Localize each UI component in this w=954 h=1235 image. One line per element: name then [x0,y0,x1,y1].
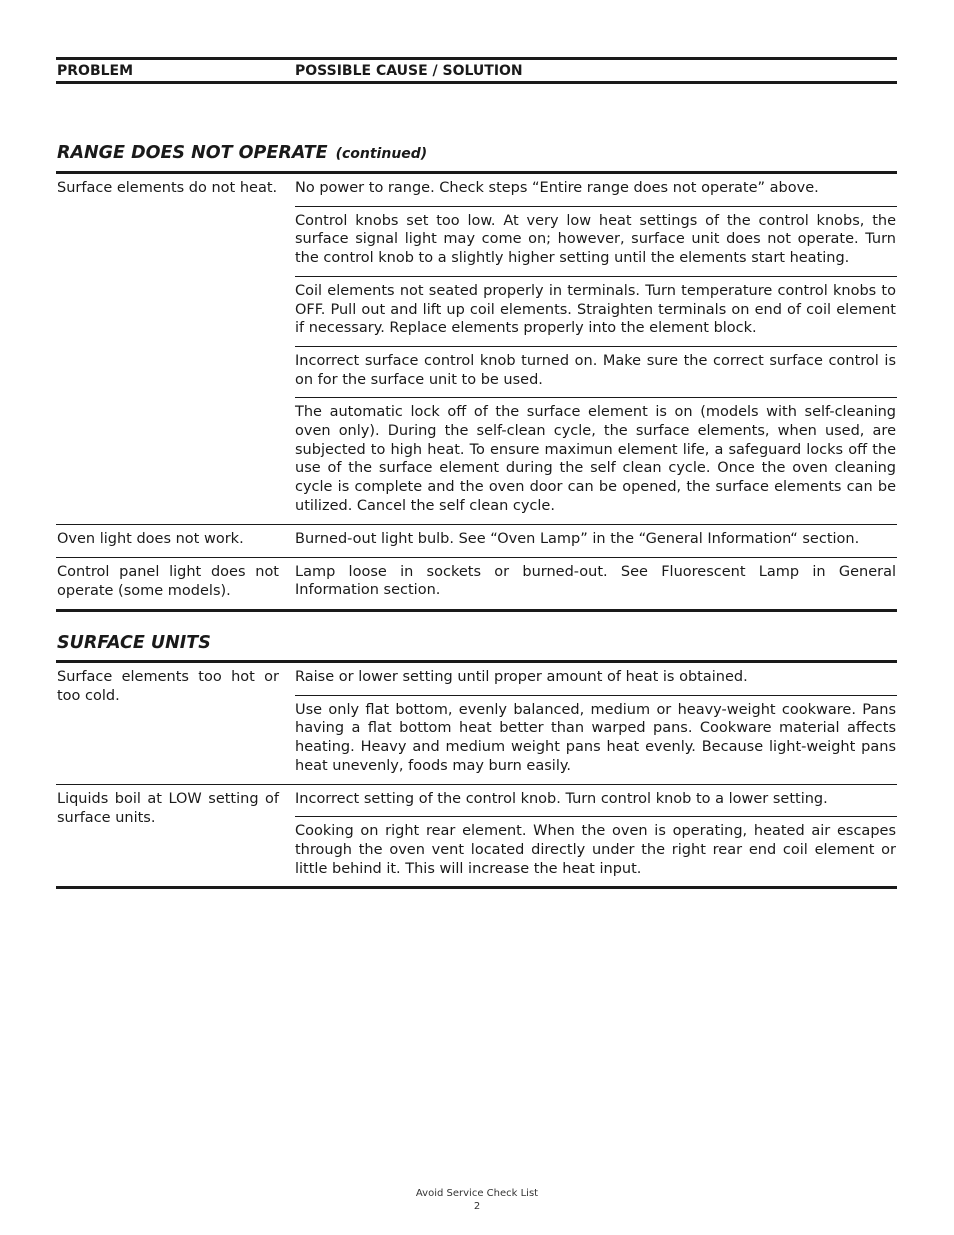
solution-list [295,525,897,557]
solution-text: Use only flat bottom, evenly balanced, medium or heavy-weight cookware. Pans having a flat bottom heat better than warped pans. Cookware material affects heating. Heavy and medium weight pans heat evenly. Because light-weight pans heat unevenly, foods may burn easily. [295,695,897,784]
solution-column-header: POSSIBLE CAUSE / SOLUTION [295,63,523,79]
solution-list [295,663,897,784]
solution-text: Coil elements not seated properly in terminals. Turn temperature control knobs to OFF. Pull out and lift up coil elements. Straighten terminals on end of coil element if necessary. Replace elements properly into the element block. [295,276,897,346]
solution-text: Cooking on right rear element. When the oven is operating, heated air escapes through the oven vent located directly under the right rear end coil element or little behind it. This will increase the heat input. [295,816,897,886]
solution-text: Incorrect surface control knob turned on. Make sure the correct surface control is on for the surface unit to be used. [295,346,897,397]
solution-text: Lamp loose in sockets or burned-out. See Fluorescent Lamp in General Information section. [295,563,896,599]
problem-row [56,557,897,609]
problem-text: Oven light does not work. [57,530,244,547]
section-subtitle: (continued) [335,146,428,162]
problem-text: Surface elements too hot or too cold. [57,669,279,704]
problem-row [56,524,897,557]
problem-column-header: PROBLEM [57,63,134,79]
section-title-text: RANGE DOES NOT OPERATE [57,143,328,163]
column-header-bar [56,57,897,84]
problem-row [56,174,897,524]
troubleshooting-table [56,171,897,612]
section-title [57,142,897,165]
page-number: 2 [473,1201,481,1212]
section-title [57,632,897,654]
solution-text: Incorrect setting of the control knob. Turn control knob to a lower setting. [295,790,828,807]
troubleshooting-table [56,660,897,889]
solution-list [295,174,897,524]
solution-text: Raise or lower setting until proper amount of heat is obtained. [295,669,748,685]
problem-row [56,663,897,784]
solution-text: The automatic lock off of the surface element is on (models with self-cleaning oven only). During the self-clean cycle, the surface elements, when used, are subjected to high heat. To ensure maximun element life, a safeguard locks off the use of the surface element during the self clean cycle. Once the oven cleaning cycle is complete and the oven door can be opened, the surface elements can be utilized. Cancel the self clean cycle. [295,397,897,523]
problem-row [56,784,897,887]
section-range-does-not-operate [56,142,897,612]
problem-text: Surface elements do not heat. [57,180,278,196]
solution-text: Control knobs set too low. At very low heat settings of the control knobs, the surface signal light may come on; however, surface unit does not operate. Turn the control knob to a slightly higher setting until the elements start heating. [295,206,897,276]
solution-list [295,785,897,887]
problem-text: Control panel light does not operate (some models). [57,563,279,599]
solution-text: No power to range. Check steps “Entire range does not operate” above. [295,180,819,196]
section-surface-units [56,632,897,889]
problem-text: Liquids boil at LOW setting of surface units. [57,790,279,826]
footer-title: Avoid Service Check List [415,1188,539,1199]
solution-text: Burned-out light bulb. See “Oven Lamp” in the “General Information“ section. [295,530,860,547]
solution-list [295,558,897,609]
page-footer [0,1187,954,1213]
section-title-text: SURFACE UNITS [57,633,211,653]
